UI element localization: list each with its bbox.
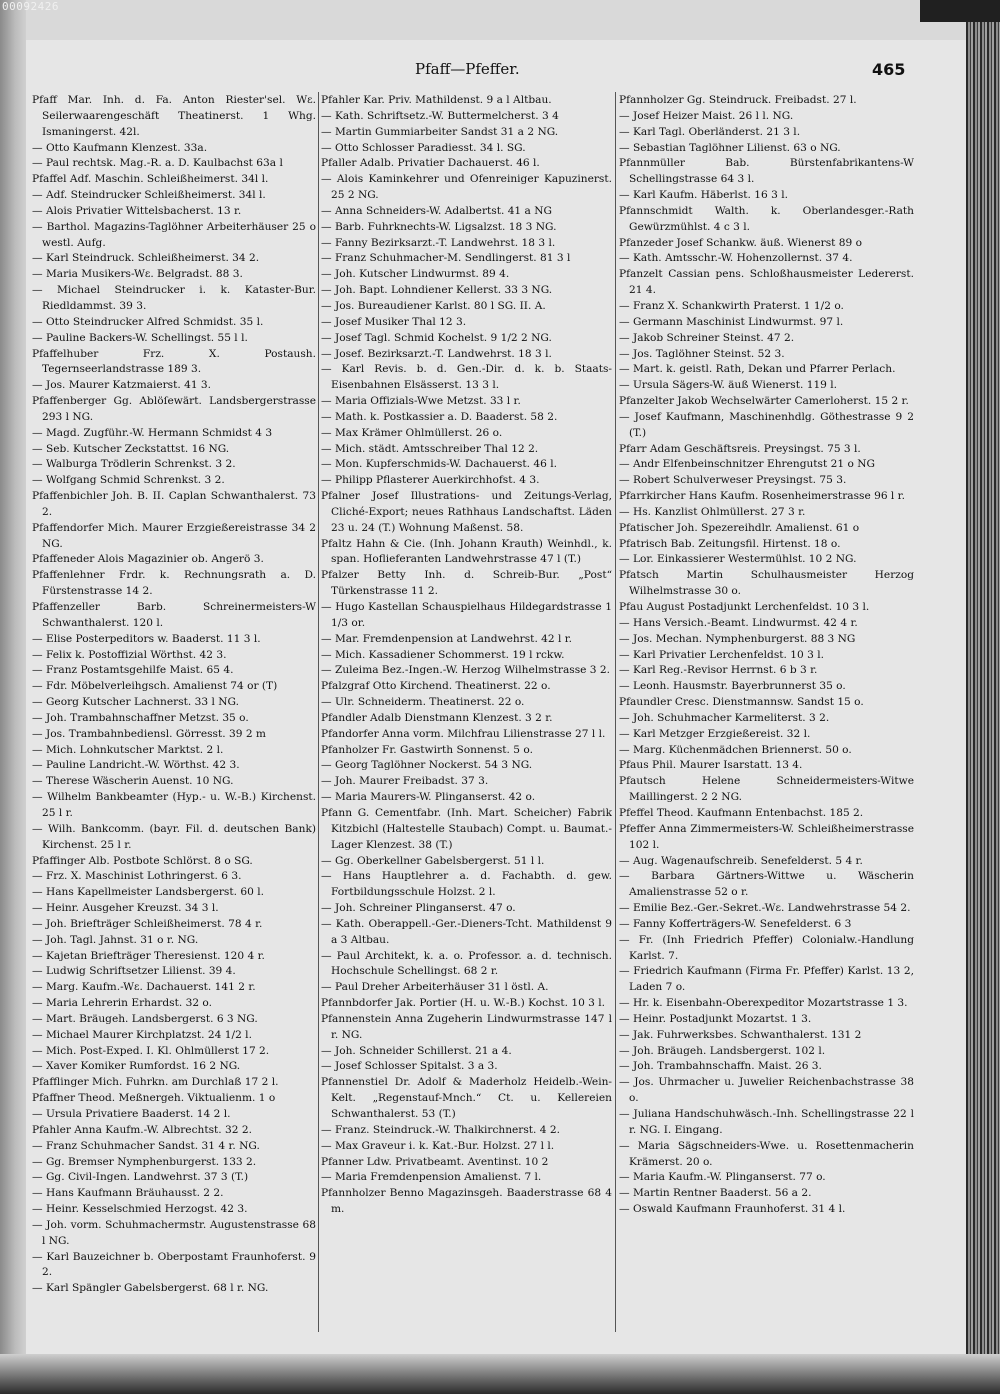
directory-entry: — Jos. Taglöhner Steinst. 52 3.	[619, 347, 785, 360]
directory-entry: — Friedrich Kaufmann (Firma Fr. Pfeffer) Karlst. 13 2, Laden 7 o.	[619, 965, 914, 994]
directory-entry: — Michael Maurer Kirchplatzst. 24 1/2 l.	[32, 1028, 252, 1041]
directory-entry: — Joh. Tagl. Jahnst. 31 o r. NG.	[32, 933, 199, 946]
directory-entry: — Marg. Küchenmädchen Briennerst. 50 o.	[619, 743, 852, 756]
directory-entry: — Xaver Komiker Rumfordst. 16 2 NG.	[32, 1060, 241, 1073]
directory-entry: — Jos. Trambahnbediensl. Görresst. 39 2 m	[32, 727, 266, 740]
directory-entry: — Maria Fremdenpension Amalienst. 7 l.	[321, 1171, 542, 1184]
directory-entry: — Hans Kaufmann Bräuhausst. 2 2.	[32, 1187, 224, 1200]
directory-entry: — Joh. vorm. Schuhmachermstr. Augustenstrasse 68 l NG.	[32, 1218, 316, 1247]
directory-entry: — Joh. Bräugeh. Landsbergerst. 102 l.	[619, 1044, 826, 1057]
directory-entry: Pfeffer Anna Zimmermeisters-W. Schleißheimerstrasse 102 l.	[619, 822, 914, 851]
directory-entry: — Pauline Backers-W. Schellingst. 55 l l.	[32, 331, 248, 344]
directory-entry: Pfarr Adam Geschäftsreis. Preysingst. 75 3 l.	[619, 442, 861, 455]
directory-column-1	[32, 93, 316, 1333]
directory-entry: Pfalzgraf Otto Kirchend. Theatinerst. 22 o.	[321, 680, 551, 693]
directory-entry: — Martin Gummiarbeiter Sandst 31 a 2 NG.	[321, 125, 559, 138]
directory-entry: — Seb. Kutscher Zeckstattst. 16 NG.	[32, 442, 230, 455]
directory-entry: Pfaffeneder Alois Magazinier ob. Angerö 3.	[32, 553, 264, 566]
directory-entry: — Robert Schulverweser Preysingst. 75 3.	[619, 474, 847, 487]
directory-entry: Pfannholzer Gg. Steindruck. Freibadst. 27 l.	[619, 94, 857, 106]
directory-entry: Pfatsch Martin Schulhausmeister Herzog Wilhelmstrasse 30 o.	[619, 569, 914, 598]
directory-entry: Pfatrisch Bab. Zeitungsfil. Hirtenst. 18 o.	[619, 537, 841, 550]
directory-entry: Pfatischer Joh. Spezereihdlr. Amalienst. 61 o	[619, 521, 860, 534]
directory-entry: — Leonh. Hausmstr. Bayerbrunnerst 35 o.	[619, 680, 846, 693]
directory-entry: — Alois Kaminkehrer und Ofenreiniger Kapuzinerst. 25 2 NG.	[321, 173, 612, 202]
directory-entry: — Germann Maschinist Lindwurmst. 97 l.	[619, 315, 844, 328]
directory-entry: — Franz Postamtsgehilfe Maist. 65 4.	[32, 664, 234, 677]
directory-entry: Pfaffinger Alb. Postbote Schlörst. 8 o SG.	[32, 854, 253, 867]
directory-entry: — Wilh. Bankcomm. (bayr. Fil. d. deutschen Bank) Kirchenst. 25 l r.	[32, 822, 316, 851]
directory-entry: — Hugo Kastellan Schauspielhaus Hildegardstrasse 1 1/3 or.	[321, 601, 612, 629]
directory-entry: — Joh. Briefträger Schleißheimerst. 78 4 r.	[32, 917, 263, 930]
directory-entry: — Maria Offizials-Wwe Metzst. 33 l r.	[321, 395, 521, 408]
directory-entry: Pfaltz Hahn & Cie. (Inh. Johann Krauth) Weinhdl., k. span. Hoflieferanten Landwehrstrasse 47 l (T.)	[321, 537, 612, 566]
directory-entry: Pfannholzer Benno Magazinsgeh. Baaderstrasse 68 4 m.	[321, 1187, 612, 1216]
directory-entry: — Wilhelm Bankbeamter (Hyp.- u. W.-B.) Kirchenst. 25 l r.	[32, 791, 316, 819]
directory-entry: — Barthol. Magazins-Taglöhner Arbeiterhäuser 25 o westl. Aufg.	[32, 220, 316, 249]
directory-entry: — Zuleima Bez.-Ingen.-W. Herzog Wilhelmstrasse 3 2.	[321, 664, 611, 677]
directory-entry: — Jos. Bureaudiener Karlst. 80 l SG. II. A.	[321, 299, 546, 312]
directory-entry: — Karl Kaufm. Häberlst. 16 3 l.	[619, 189, 788, 202]
directory-entry: — Joh. Schuhmacher Karmeliterst. 3 2.	[619, 711, 830, 724]
directory-entry: — Paul rechtsk. Mag.-R. a. D. Kaulbachst 63a l	[32, 157, 283, 170]
directory-entry: — Gg. Civil-Ingen. Landwehrst. 37 3 (T.)	[32, 1171, 249, 1184]
directory-entry: — Heinr. Postadjunkt Mozartst. 1 3.	[619, 1012, 812, 1025]
directory-entry: — Maria Lehrerin Erhardst. 32 o.	[32, 997, 212, 1010]
directory-entry: — Paul Dreher Arbeiterhäuser 31 l östl. A.	[321, 981, 549, 994]
directory-entry: — Sebastian Taglöhner Lilienst. 63 o NG.	[619, 141, 841, 154]
directory-entry: Pfahler Kar. Priv. Mathildenst. 9 a l Altbau.	[321, 94, 552, 106]
directory-entry: — Fanny Bezirksarzt.-T. Landwehrst. 18 3 l.	[321, 236, 556, 249]
directory-entry: — Maria Musikers-Wε. Belgradst. 88 3.	[32, 268, 243, 281]
directory-entry: — Michael Steindrucker i. k. Kataster-Bur. Riedldammst. 39 3.	[32, 284, 316, 312]
directory-entry: — Walburga Trödlerin Schrenkst. 3 2.	[32, 458, 236, 471]
directory-entry: Pfaffenbichler Joh. B. II. Caplan Schwanthalerst. 73 2.	[32, 490, 316, 518]
directory-entry: Pfaffenlehner Frdr. k. Rechnungsrath a. D. Fürstenstrasse 14 2.	[32, 569, 316, 598]
directory-entry: — Barb. Fuhrknechts-W. Ligsalzst. 18 3 NG.	[321, 220, 557, 233]
directory-entry: — Karl Tagl. Oberländerst. 21 3 l.	[619, 125, 801, 138]
directory-entry: — Jak. Fuhrwerksbes. Schwanthalerst. 131 2	[619, 1028, 862, 1041]
directory-entry: — Ursula Privatiere Baaderst. 14 2 l.	[32, 1108, 231, 1120]
bottom-shadow	[0, 1354, 1000, 1394]
directory-entry: — Otto Kaufmann Klenzest. 33a.	[32, 141, 208, 154]
directory-entry: — Jos. Mechan. Nymphenburgerst. 88 3 NG	[619, 632, 856, 645]
directory-entry: — Felix k. Postoffizial Wörthst. 42 3.	[32, 648, 227, 661]
directory-entry: — Hans Kapellmeister Landsbergerst. 60 l.	[32, 886, 264, 899]
directory-entry: — Hr. k. Eisenbahn-Oberexpeditor Mozartstrasse 1 3.	[619, 997, 908, 1010]
directory-entry: — Mich. Kassadiener Schommerst. 19 l rckw.	[321, 648, 565, 661]
directory-entry: — Joh. Bapt. Lohndiener Kellerst. 33 3 NG.	[321, 284, 553, 297]
directory-entry: — Elise Posterpeditors w. Baaderst. 11 3 l.	[32, 632, 261, 645]
directory-entry: Pfannschmidt Walth. k. Oberlandesger.-Rath Gewürzmühlst. 4 c 3 l.	[619, 204, 914, 233]
directory-entry: — Karl Privatier Lerchenfeldst. 10 3 l.	[619, 648, 824, 661]
directory-entry: — Mich. Lohnkutscher Marktst. 2 l.	[32, 743, 224, 756]
directory-entry: — Wolfgang Schmid Schrenkst. 3 2.	[32, 474, 225, 487]
directory-entry: — Josef Kaufmann, Maschinenhdlg. Göthestrasse 9 2 (T.)	[619, 410, 914, 439]
directory-entry: Pfann G. Cementfabr. (Inh. Mart. Scheicher) Fabrik Kitzbichl (Haltestelle Staubach) Compt. u. Baumat.-Lager Klenzest. 38 (T.)	[321, 806, 612, 851]
directory-entry: — Josef Tagl. Schmid Kochelst. 9 1/2 2 NG.	[321, 331, 552, 344]
directory-entry: — Karl Spängler Gabelsbergerst. 68 l r. NG.	[32, 1282, 269, 1295]
directory-entry: Pfannbdorfer Jak. Portier (H. u. W.-B.) Kochst. 10 3 l.	[321, 997, 606, 1010]
directory-entry: Pfau August Postadjunkt Lerchenfeldst. 10 3 l.	[619, 601, 870, 613]
directory-entry: — Andr Elfenbeinschnitzer Ehrengutst 21 o NG	[619, 458, 875, 471]
directory-entry: — Jos. Maurer Katzmaierst. 41 3.	[32, 379, 212, 392]
directory-entry: — Franz Schuhmacher Sandst. 31 4 r. NG.	[32, 1139, 260, 1152]
directory-entry: — Max Graveur i. k. Kat.-Bur. Holzst. 27 l l.	[321, 1139, 555, 1152]
directory-column-3	[619, 93, 914, 1333]
directory-entry: — Joh. Schreiner Plinganserst. 47 o.	[321, 902, 516, 915]
directory-entry: — Josef Schlosser Spitalst. 3 a 3.	[321, 1060, 498, 1073]
directory-entry: — Magd. Zugführ.-W. Hermann Schmidst 4 3	[32, 426, 273, 439]
dark-corner	[920, 0, 1000, 22]
directory-entry: — Karl Revis. b. d. Gen.-Dir. d. k. b. Staats-Eisenbahnen Elsässerst. 13 3 l.	[321, 363, 612, 392]
directory-entry: — Gg. Oberkellner Gabelsbergerst. 51 l l.	[321, 854, 545, 867]
directory-entry: — Max Krämer Ohlmüllerst. 26 o.	[321, 426, 503, 439]
directory-entry: — Otto Steindrucker Alfred Schmidst. 35 l.	[32, 315, 264, 328]
directory-entry: Pfalzer Betty Inh. d. Schreib-Bur. „Post“ Türkenstrasse 11 2.	[321, 569, 612, 598]
directory-entry: — Franz Schuhmacher-M. Sendlingerst. 81 3 l	[321, 252, 571, 265]
directory-entry: Pfaffendorfer Mich. Maurer Erzgießereistrasse 34 2 NG.	[32, 521, 316, 550]
directory-entry: — Kath. Amtsschr.-W. Hohenzollernst. 37 4.	[619, 252, 853, 265]
directory-entry: — Therese Wäscherin Auenst. 10 NG.	[32, 775, 234, 788]
directory-entry: Pfaffenzeller Barb. Schreinermeisters-W Schwanthalerst. 120 l.	[32, 601, 316, 629]
directory-entry: — Karl Bauzeichner b. Oberpostamt Fraunhoferst. 9 2.	[32, 1250, 316, 1279]
directory-entry: — Joh. Trambahnschaffn. Maist. 26 3.	[619, 1060, 822, 1073]
directory-entry: Pfannenstein Anna Zugeherin Lindwurmstrasse 147 l r. NG.	[321, 1012, 612, 1041]
directory-entry: Pfaundler Cresc. Dienstmannsw. Sandst 15 o.	[619, 696, 864, 709]
directory-entry: Pfanzeder Josef Schankw. äuß. Wienerst 89 o	[619, 236, 863, 249]
directory-entry: — Otto Schlosser Paradiesst. 34 l. SG.	[321, 141, 526, 154]
directory-entry: — Joh. Trambahnschaffner Metzst. 35 o.	[32, 711, 249, 724]
directory-entry: Pfarrkircher Hans Kaufm. Rosenheimerstrasse 96 l r.	[619, 490, 905, 503]
directory-entry: Pfannmüller Bab. Bürstenfabrikantens-W Schellingstrasse 64 3 l.	[619, 157, 914, 186]
directory-entry: — Hs. Kanzlist Ohlmüllerst. 27 3 r.	[619, 505, 806, 518]
directory-entry: — Josef. Bezirksarzt.-T. Landwehrst. 18 3 l.	[321, 347, 552, 360]
directory-entry: — Georg Taglöhner Nockerst. 54 3 NG.	[321, 759, 533, 772]
directory-entry: — Pauline Landricht.-W. Wörthst. 42 3.	[32, 759, 240, 772]
directory-entry: — Martin Rentner Baaderst. 56 a 2.	[619, 1187, 812, 1200]
directory-entry: Pfanholzer Fr. Gastwirth Sonnenst. 5 o.	[321, 743, 533, 756]
directory-entry: — Franz. Steindruck.-W. Thalkirchnerst. 4 2.	[321, 1123, 561, 1136]
directory-entry: — Mart. Bräugeh. Landsbergerst. 6 3 NG.	[32, 1012, 258, 1025]
directory-entry: Pfaffenberger Gg. Ablöſewärt. Landsbergerstrasse 293 l NG.	[32, 395, 316, 423]
directory-entry: — Mart. k. geistl. Rath, Dekan und Pfarrer Perlach.	[619, 363, 896, 376]
directory-entry: — Karl Metzger Erzgießereist. 32 l.	[619, 727, 811, 740]
directory-entry: — Joh. Kutscher Lindwurmst. 89 4.	[321, 268, 510, 281]
directory-entry: — Mich. städt. Amtsschreiber Thal 12 2.	[321, 442, 539, 455]
directory-entry: — Heinr. Ausgeher Kreuzst. 34 3 l.	[32, 902, 219, 915]
directory-entry: — Ulr. Schneiderm. Theatinerst. 22 o.	[321, 696, 525, 709]
directory-entry: — Maria Maurers-W. Plinganserst. 42 o.	[321, 791, 536, 804]
directory-entry: Pfandler Adalb Dienstmann Klenzest. 3 2 r.	[321, 711, 553, 724]
directory-entry: Pfandorfer Anna vorm. Milchfrau Lilienstrasse 27 l l.	[321, 727, 606, 740]
directory-entry: — Mar. Fremdenpension at Landwehrst. 42 l r.	[321, 632, 573, 645]
directory-entry: — Hans Versich.-Beamt. Lindwurmst. 42 4 r.	[619, 616, 858, 629]
page-edges	[966, 0, 1000, 1394]
book-gutter	[0, 0, 26, 1394]
directory-entry: — Kath. Schriftsetz.-W. Buttermelcherst. 3 4	[321, 109, 559, 122]
directory-entry: — Hans Hauptlehrer a. d. Fachabth. d. gew. Fortbildungsschule Holzst. 2 l.	[321, 870, 612, 899]
directory-entry: — Juliana Handschuhwäsch.-Inh. Schellingstrasse 22 l r. NG. I. Eingang.	[619, 1108, 914, 1136]
directory-entry: — Josef Heizer Maist. 26 l l. NG.	[619, 109, 794, 122]
directory-entry: Pfannenstiel Dr. Adolf & Maderholz Heidelb.-Wein-Kelt. „Regenstauf-Mnch.“ Ct. u. Kellereien Schwanthalerst. 53 (T.)	[321, 1076, 612, 1120]
directory-entry: — Adf. Steindrucker Schleißheimerst. 34l l.	[32, 189, 266, 202]
directory-entry: Pfaller Adalb. Privatier Dachauerst. 46 l.	[321, 157, 540, 170]
directory-entry: — Kajetan Briefträger Theresienst. 120 4 r.	[32, 949, 265, 962]
directory-entry: Pfaffelhuber Frz. X. Postaush. Tegernseerlandstrasse 189 3.	[32, 347, 316, 376]
directory-entry: — Frz. X. Maschinist Lothringerst. 6 3.	[32, 870, 242, 883]
directory-entry: Pfanner Ldw. Privatbeamt. Aventinst. 10 2	[321, 1155, 549, 1168]
directory-entry: — Paul Architekt, k. a. o. Professor. a. d. technisch. Hochschule Schellingst. 68 2 r.	[321, 949, 612, 978]
directory-entry: — Alois Privatier Wittelsbacherst. 13 r.	[32, 204, 242, 217]
directory-entry: — Maria Sägschneiders-Wwe. u. Rosettenmacherin Krämerst. 20 o.	[619, 1139, 914, 1168]
directory-entry: Pfafflinger Mich. Fuhrkn. am Durchlaß 17 2 l.	[32, 1076, 279, 1089]
directory-entry: — Gg. Bremser Nymphenburgerst. 133 2.	[32, 1155, 257, 1168]
directory-entry: — Oswald Kaufmann Fraunhoferst. 31 4 l.	[619, 1203, 846, 1216]
scan-id-watermark: 00092426	[2, 0, 59, 13]
directory-entry: — Fanny Kofferträgers-W. Senefelderst. 6 3	[619, 917, 852, 930]
directory-entry: — Karl Steindruck. Schleißheimerst. 34 2.	[32, 252, 260, 265]
directory-entry: — Marg. Kaufm.-Wε. Dachauerst. 141 2 r.	[32, 981, 256, 994]
directory-entry: Pfanzelt Cassian pens. Schloßhausmeister Ledererst. 21 4.	[619, 268, 914, 297]
page-header	[0, 60, 1000, 88]
directory-entry: — Mich. Post-Exped. I. Kl. Ohlmüllerst 17 2.	[32, 1044, 270, 1057]
directory-entry: Pfaff Mar. Inh. d. Fa. Anton Riester'sel. Wε. Seilerwaarengeschäft Theatinerst. 1 Whg. Ismaningerst. 42l.	[32, 94, 316, 138]
directory-entry: — Fr. (Inh Friedrich Pfeffer) Colonialw.-Handlung Karlst. 7.	[619, 933, 914, 962]
directory-entry: — Karl Reg.-Revisor Herrnst. 6 b 3 r.	[619, 664, 818, 677]
directory-entry: — Josef Musiker Thal 12 3.	[321, 315, 467, 328]
column-rule	[318, 92, 319, 1332]
page-number: 465	[872, 60, 906, 79]
directory-entry: Pfautsch Helene Schneidermeisters-Witwe Maillingerst. 2 2 NG.	[619, 775, 914, 804]
directory-entry: — Georg Kutscher Lachnerst. 33 l NG.	[32, 696, 239, 709]
directory-entry: Pfeffel Theod. Kaufmann Entenbachst. 185 2.	[619, 806, 864, 819]
directory-entry: — Franz X. Schankwirth Praterst. 1 1/2 o.	[619, 299, 844, 312]
directory-entry: — Ursula Sägers-W. äuß Wienerst. 119 l.	[619, 379, 838, 392]
column-rule	[615, 92, 616, 1332]
directory-entry: — Maria Kaufm.-W. Plinganserst. 77 o.	[619, 1171, 826, 1184]
directory-entry: Pfaus Phil. Maurer Isarstatt. 13 4.	[619, 759, 803, 772]
directory-entry: — Jos. Uhrmacher u. Juwelier Reichenbachstrasse 38 o.	[619, 1076, 914, 1105]
directory-entry: — Ludwig Schriftsetzer Lilienst. 39 4.	[32, 965, 236, 978]
directory-entry: — Anna Schneiders-W. Adalbertst. 41 a NG	[321, 204, 552, 217]
directory-entry: — Joh. Schneider Schillerst. 21 a 4.	[321, 1044, 512, 1057]
directory-entry: Pfaffner Theod. Meßnergeh. Viktualienm. 1 o	[32, 1092, 276, 1105]
directory-entry: — Fdr. Möbelverleihgsch. Amalienst 74 or (T)	[32, 680, 278, 693]
directory-entry: — Barbara Gärtners-Wittwe u. Wäscherin Amalienstrasse 52 o r.	[619, 870, 914, 899]
directory-entry: — Jakob Schreiner Steinst. 47 2.	[619, 331, 795, 344]
directory-column-2	[321, 93, 612, 1333]
directory-entry: Pfalner Josef Illustrations- und Zeitungs-Verlag, Cliché-Export; neues Rathhaus Landschaftst. Läden 23 u. 24 (T.) Wohnung Maßenst. 58.	[321, 490, 612, 534]
directory-entry: — Philipp Pflasterer Auerkirchhofst. 4 3.	[321, 474, 540, 487]
directory-entry: — Kath. Oberappell.-Ger.-Dieners-Tcht. Mathildenst 9 a 3 Altbau.	[321, 917, 612, 946]
directory-entry: — Mon. Kupferschmids-W. Dachauerst. 46 l.	[321, 458, 557, 471]
directory-entry: — Emilie Bez.-Ger.-Sekret.-Wε. Landwehrstrasse 54 2.	[619, 902, 911, 915]
directory-entry: — Math. k. Postkassier a. D. Baaderst. 58 2.	[321, 410, 558, 423]
directory-entry: — Joh. Maurer Freibadst. 37 3.	[321, 775, 489, 788]
directory-entry: Pfanzelter Jakob Wechselwärter Camerloherst. 15 2 r.	[619, 395, 909, 408]
directory-entry: — Lor. Einkassierer Westermühlst. 10 2 NG.	[619, 553, 857, 566]
directory-entry: — Heinr. Kesselschmied Herzogst. 42 3.	[32, 1203, 248, 1216]
running-head: Pfaff—Pfeffer.	[415, 60, 520, 78]
directory-entry: Pfahler Anna Kaufm.-W. Albrechtst. 32 2.	[32, 1123, 252, 1136]
directory-entry: Pfaffel Adf. Maschin. Schleißheimerst. 34l l.	[32, 173, 269, 186]
directory-entry: — Aug. Wagenaufschreib. Senefelderst. 5 4 r.	[619, 854, 863, 867]
